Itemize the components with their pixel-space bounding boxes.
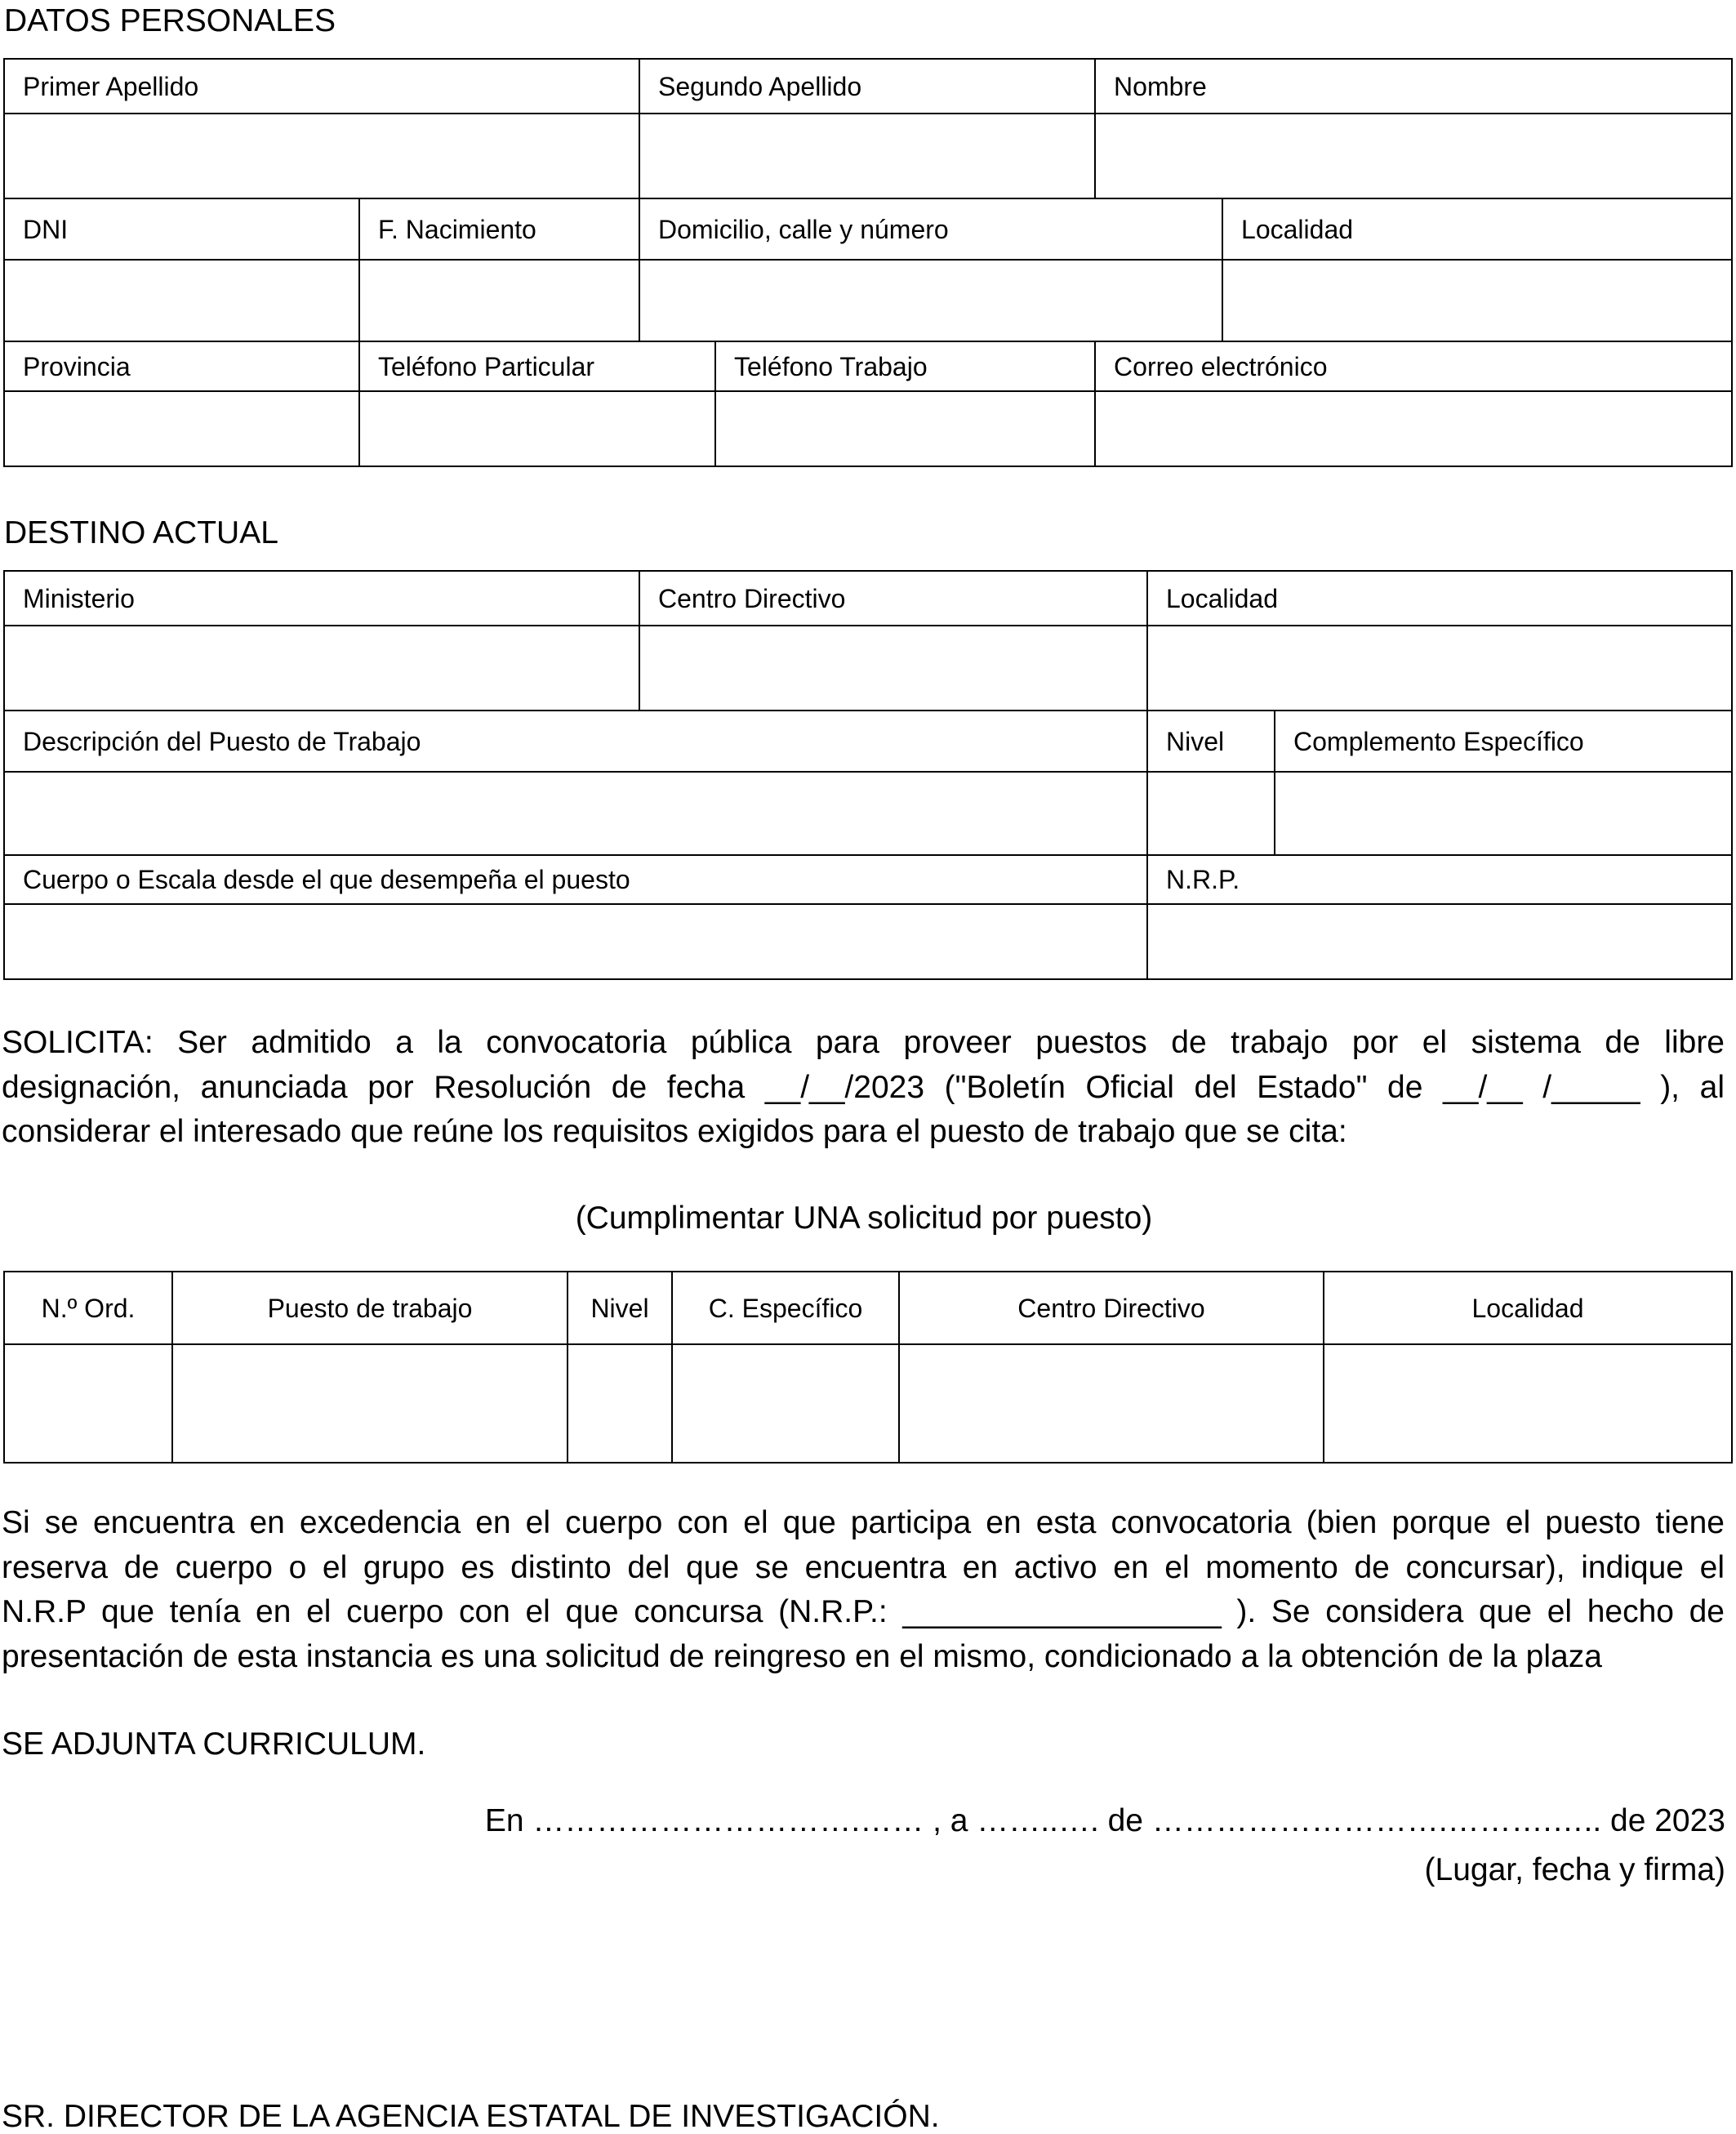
destino-localidad-field[interactable]	[1147, 626, 1732, 711]
descripcion-puesto-field[interactable]	[4, 772, 1147, 855]
cuerpo-escala-label: Cuerpo o Escala desde el que desempeña el puesto	[4, 855, 1147, 904]
excedencia-line-1: Si se encuentra en excedencia en el cuerpo con el que participa en esta convocatoria (bien porque el puesto tiene	[2, 1505, 1725, 1540]
header-puesto-trabajo: Puesto de trabajo	[172, 1272, 568, 1344]
provincia-label: Provincia	[4, 341, 359, 391]
telefono-particular-field[interactable]	[359, 391, 715, 466]
signature-caption: (Lugar, fecha y firma)	[1424, 1852, 1725, 1887]
descripcion-puesto-label: Descripción del Puesto de Trabajo	[4, 711, 1147, 772]
localidad-puesto-field[interactable]	[1324, 1344, 1732, 1463]
nivel-label: Nivel	[1147, 711, 1275, 772]
f-nacimiento-label: F. Nacimiento	[359, 198, 639, 260]
header-centro-directivo: Centro Directivo	[899, 1272, 1324, 1344]
localidad-field[interactable]	[1222, 260, 1732, 341]
ministerio-label: Ministerio	[4, 571, 639, 626]
domicilio-field[interactable]	[639, 260, 1222, 341]
datos-personales-title: DATOS PERSONALES	[4, 3, 336, 38]
destino-localidad-label: Localidad	[1147, 571, 1732, 626]
solicita-line-1: SOLICITA: Ser admitido a la convocatoria pública para proveer puestos de trabajo por el sistema de libre	[2, 1025, 1725, 1060]
nivel-field[interactable]	[1147, 772, 1275, 855]
num-ord-field[interactable]	[4, 1344, 172, 1463]
solicitud-note: (Cumplimentar UNA solicitud por puesto)	[575, 1201, 1153, 1236]
telefono-particular-label: Teléfono Particular	[359, 341, 715, 391]
nombre-label: Nombre	[1095, 59, 1732, 114]
nrp-field[interactable]	[1147, 904, 1732, 979]
solicita-line-3: considerar el interesado que reúne los requisitos exigidos para el puesto de trabajo que se cita:	[2, 1114, 1347, 1149]
segundo-apellido-field[interactable]	[639, 114, 1095, 198]
nombre-field[interactable]	[1095, 114, 1732, 198]
cuerpo-escala-field[interactable]	[4, 904, 1147, 979]
destino-actual-table	[3, 570, 1733, 980]
telefono-trabajo-label: Teléfono Trabajo	[715, 341, 1095, 391]
dni-field[interactable]	[4, 260, 359, 341]
primer-apellido-field[interactable]	[4, 114, 639, 198]
correo-label: Correo electrónico	[1095, 341, 1732, 391]
nivel-puesto-field[interactable]	[568, 1344, 672, 1463]
excedencia-paragraph	[2, 1501, 1725, 1679]
c-especifico-field[interactable]	[672, 1344, 899, 1463]
header-c-especifico: C. Específico	[672, 1272, 899, 1344]
localidad-label: Localidad	[1222, 198, 1732, 260]
header-localidad: Localidad	[1324, 1272, 1732, 1344]
addressee: SR. DIRECTOR DE LA AGENCIA ESTATAL DE INVESTIGACIÓN.	[2, 2099, 940, 2134]
primer-apellido-label: Primer Apellido	[4, 59, 639, 114]
curriculum-note: SE ADJUNTA CURRICULUM.	[2, 1726, 426, 1762]
telefono-trabajo-field[interactable]	[715, 391, 1095, 466]
puesto-trabajo-field[interactable]	[172, 1344, 568, 1463]
header-nivel: Nivel	[568, 1272, 672, 1344]
datos-personales-table	[3, 58, 1733, 467]
f-nacimiento-field[interactable]	[359, 260, 639, 341]
excedencia-line-2: reserva de cuerpo o el grupo es distinto del que se encuentra en activo en el momento de concursar), indique el	[2, 1549, 1725, 1585]
solicita-line-2: designación, anunciada por Resolución de fecha __/__/2023 ("Boletín Oficial del Estado" de __/__ /_____ ), al	[2, 1069, 1725, 1105]
nrp-label: N.R.P.	[1147, 855, 1732, 904]
excedencia-line-4: presentación de esta instancia es una solicitud de reingreso en el mismo, condicionado a la obtención de la plaza	[2, 1638, 1602, 1674]
centro-directivo-field[interactable]	[639, 626, 1147, 711]
dni-label: DNI	[4, 198, 359, 260]
ministerio-field[interactable]	[4, 626, 639, 711]
centro-directivo-puesto-field[interactable]	[899, 1344, 1324, 1463]
place-date-line: En ………………………….…… , a ……..…. de ……………………….……….….. de 2023	[484, 1803, 1725, 1838]
solicita-paragraph	[2, 1021, 1725, 1155]
destino-actual-title: DESTINO ACTUAL	[4, 515, 278, 550]
header-num-ord: N.º Ord.	[4, 1272, 172, 1344]
puestos-table	[3, 1271, 1733, 1464]
provincia-field[interactable]	[4, 391, 359, 466]
centro-directivo-label: Centro Directivo	[639, 571, 1147, 626]
domicilio-label: Domicilio, calle y número	[639, 198, 1222, 260]
complemento-especifico-label: Complemento Específico	[1275, 711, 1732, 772]
correo-field[interactable]	[1095, 391, 1732, 466]
excedencia-line-3: N.R.P que tenía en el cuerpo con el que concursa (N.R.P.: __________________ ). Se considera que el hecho de	[2, 1594, 1725, 1629]
complemento-especifico-field[interactable]	[1275, 772, 1732, 855]
segundo-apellido-label: Segundo Apellido	[639, 59, 1095, 114]
